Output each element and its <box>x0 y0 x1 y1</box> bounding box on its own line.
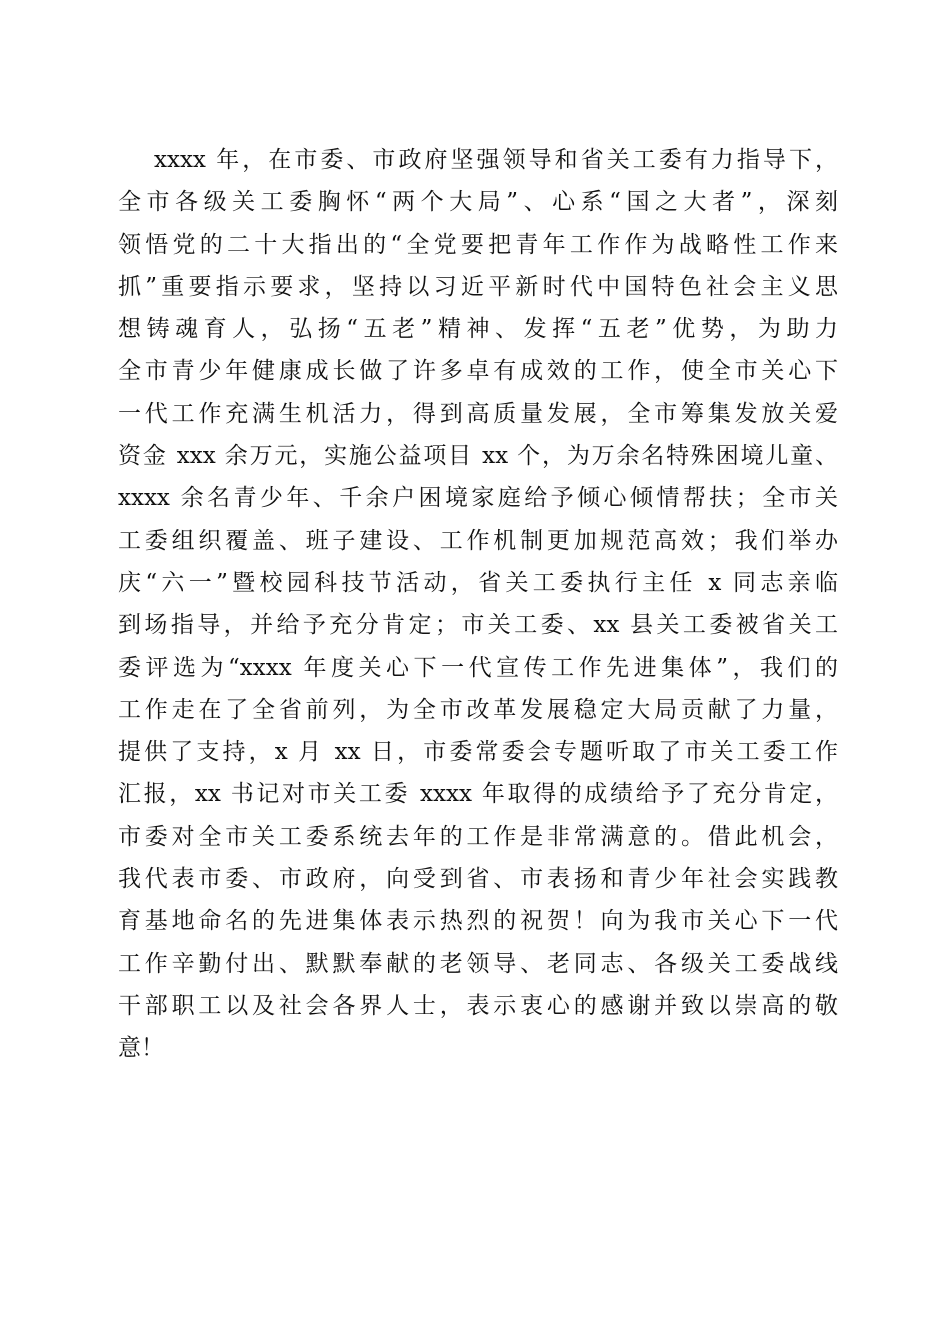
text-line: 一代工作充满生机活力，得到高质量发展，全市筹集发放关爱 <box>118 400 838 427</box>
text-line: 想铸魂育人，弘扬“五老”精神、发挥“五老”优势，为助力 <box>118 316 838 343</box>
text-line: 育基地命名的先进集体表示热烈的祝贺！向为我市关心下一代 <box>118 908 838 935</box>
text-line: xxxx 年，在市委、市政府坚强领导和省关工委有力指导下， <box>154 147 838 173</box>
text-line: 汇报，xx 书记对市关工委 xxxx 年取得的成绩给予了充分肯定， <box>118 781 838 808</box>
text-line: 全市青少年健康成长做了许多卓有成效的工作，使全市关心下 <box>118 358 838 385</box>
body-paragraph <box>118 139 838 1070</box>
text-line: 委评选为“xxxx 年度关心下一代宣传工作先进集体”，我们的 <box>118 654 838 681</box>
text-line: 资金 xxx 余万元，实施公益项目 xx 个，为万余名特殊困境儿童、 <box>118 443 838 470</box>
text-line: 全市各级关工委胸怀“两个大局”、心系“国之大者”，深刻 <box>118 189 838 216</box>
text-line: 庆“六一”暨校园科技节活动，省关工委执行主任 x 同志亲临 <box>118 569 838 596</box>
text-line: 工委组织覆盖、班子建设、工作机制更加规范高效；我们举办 <box>118 527 838 554</box>
text-line: 提供了支持，x 月 xx 日，市委常委会专题听取了市关工委工作 <box>118 739 838 766</box>
text-line: 抓”重要指示要求，坚持以习近平新时代中国特色社会主义思 <box>118 273 838 300</box>
text-line: 领悟党的二十大指出的“全党要把青年工作作为战略性工作来 <box>118 231 838 258</box>
text-line: 工作走在了全省前列，为全市改革发展稳定大局贡献了力量， <box>118 696 838 723</box>
text-line: 工作辛勤付出、默默奉献的老领导、老同志、各级关工委战线 <box>118 950 838 977</box>
text-line: 意！ <box>118 1035 164 1062</box>
text-line: 干部职工以及社会各界人士，表示衷心的感谢并致以崇高的敬 <box>118 992 838 1019</box>
text-line: xxxx 余名青少年、千余户困境家庭给予倾心倾情帮扶；全市关 <box>118 485 838 512</box>
text-line: 到场指导，并给予充分肯定；市关工委、xx 县关工委被省关工 <box>118 612 838 639</box>
text-line: 市委对全市关工委系统去年的工作是非常满意的。借此机会， <box>118 823 838 850</box>
text-line: 我代表市委、市政府，向受到省、市表扬和青少年社会实践教 <box>118 866 838 893</box>
